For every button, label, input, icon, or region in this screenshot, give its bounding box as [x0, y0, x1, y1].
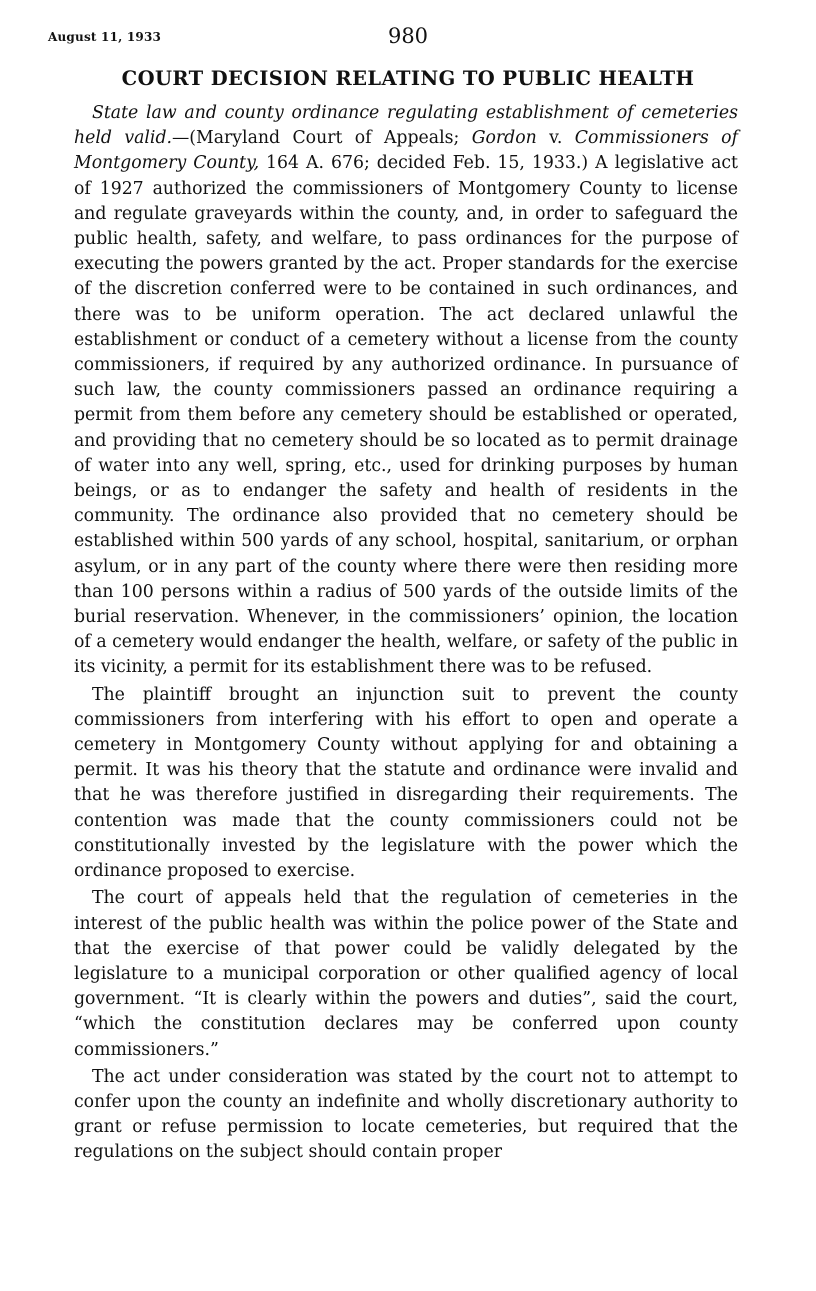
- article-title: COURT DECISION RELATING TO PUBLIC HEALTH: [121, 67, 695, 90]
- paragraph-1-text: A legislative act of 1927 authorized the commissioners of Montgomery County to license and regulate graveyards within the county, and, in order to safeguard the public health, safety, and welfare, to pass ordinances for the purpose of executing the powers granted by the act. Proper standards for the exercise of the discretion conferred were to be contained in such ordinances, and there was to be uniform operation. The act declared unlawful the establishment or conduct of a cemetery without a license from the county commissioners, if required by any authorized ordinance. In pursuance of such law, the county commissioners passed an ordinance requiring a permit from them before any cemetery should be established or operated, and providing that no cemetery should be so located as to permit drainage of water into any well, spring, etc., used for drinking purposes by human beings, or as to endanger the safety and health of residents in the community. The ordinance also provided that no cemetery should be established within 500 yards of any school, hospital, sanitarium, or orphan asylum, or in any part of the county where there were then residing more than 100 persons within a radius of 500 yards of the outside limits of the burial reservation. Whenever, in the commissioners’ opinion, the location of a cemetery would endanger the health, welfare, or safety of the public in its vicinity, a permit for its establishment there was to be refused.: [74, 153, 739, 678]
- citation-open: —(Maryland Court of Appeals;: [172, 128, 472, 149]
- case-name: Gordon: [471, 128, 537, 149]
- paragraph-3: The court of appeals held that the regulation of cemeteries in the interest of the public health was within the police power of the State and that the exercise of that power could be validly delegated by the legislature to a municipal corporation or other qualified agency of local government. “It is clearly within the powers and duties”, said the court, “which the constitution declares may be conferred upon county commissioners.”: [74, 888, 738, 1060]
- paragraph-2: The plaintiff brought an injunction suit to prevent the county commissioners from interfering with his effort to open and operate a cemetery in Montgomery County without applying for and obtaining a permit. It was his theory that the statute and ordinance were invalid and that he was therefore justified in disregarding their requirements. The contention was made that the county commissioners could not be constitutionally invested by the legislature with the power which the ordinance proposed to exercise.: [74, 684, 738, 882]
- header-date: August 11, 1933: [48, 30, 162, 44]
- article-body: [74, 101, 738, 1166]
- party-name: Commissioners of Montgomery County,: [74, 128, 738, 174]
- page-number: 980: [387, 24, 429, 48]
- citation-rest: 164 A. 676; decided Feb. 15, 1933.): [259, 153, 589, 174]
- versus-text: v.: [536, 128, 575, 149]
- paragraph-4: The act under consideration was stated by the court not to attempt to confer upon the county an indefinite and wholly discretionary authority to grant or refuse permission to locate cemeteries, but required that the regulations on the subject should contain proper: [74, 1066, 738, 1163]
- paragraph-headnote: [74, 101, 738, 681]
- headnote-text: State law and county ordinance regulating establishment of cemeteries held valid.: [74, 103, 738, 149]
